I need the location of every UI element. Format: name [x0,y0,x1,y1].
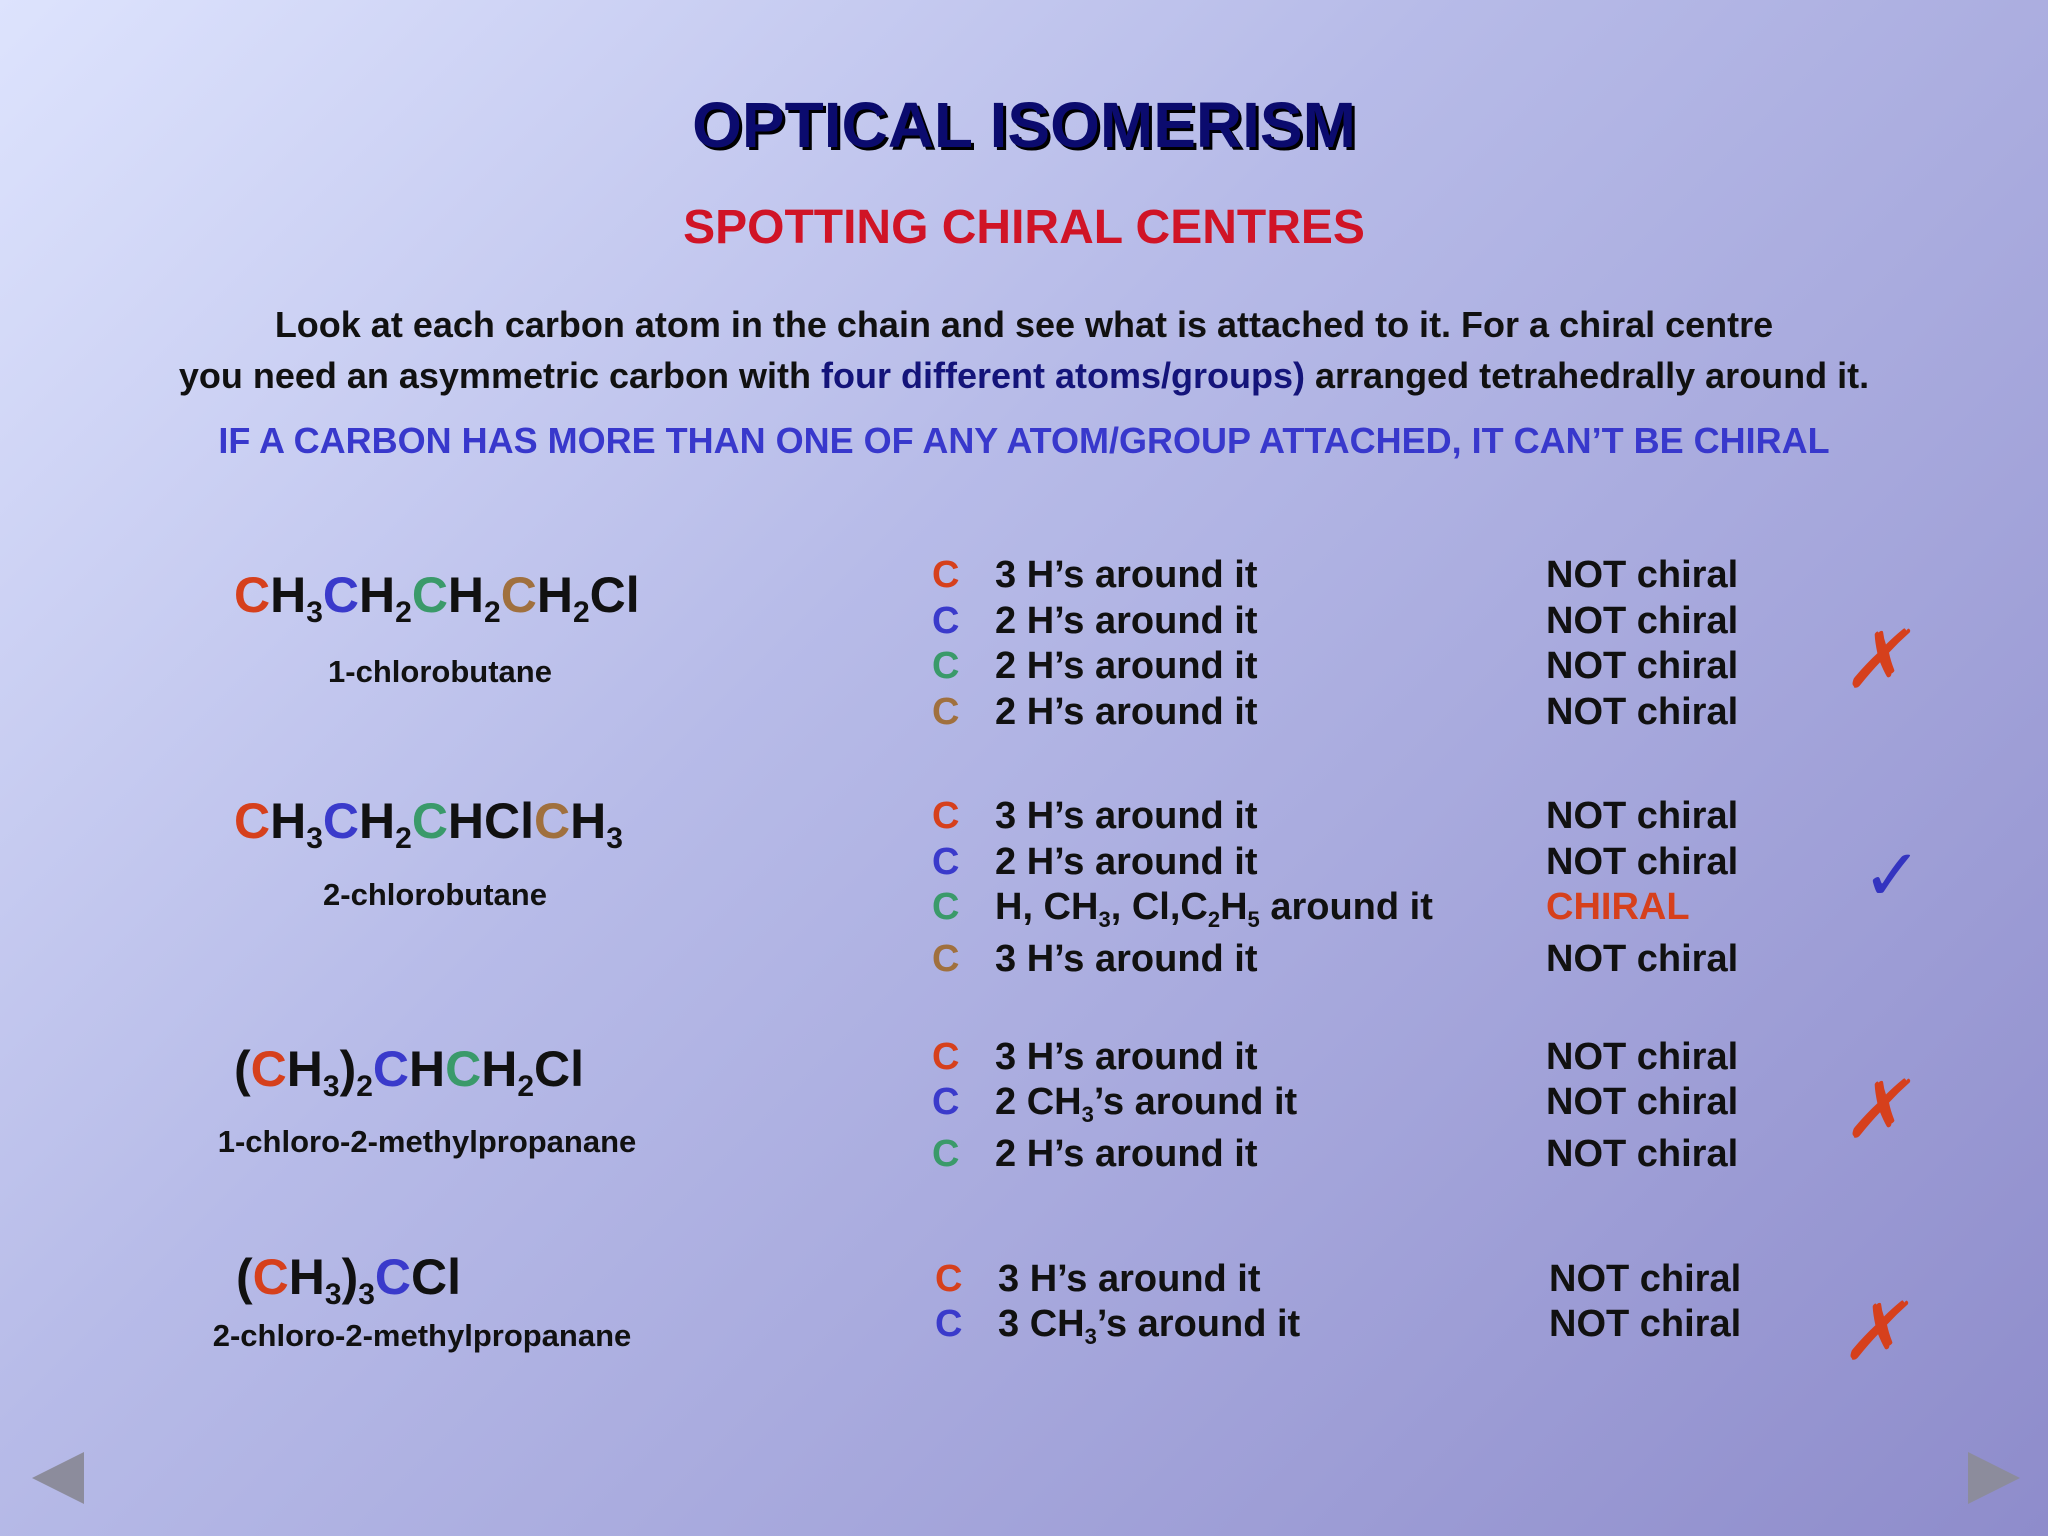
chirality-rule: IF A CARBON HAS MORE THAN ONE OF ANY ATOM/GROUP ATTACHED, IT CAN’T BE CHIRAL [218,420,1830,461]
formula-h: H [359,567,396,623]
formula-carbon-1: C [234,567,271,623]
carbon-label: C [932,645,960,687]
formula-2-chlorobutane [234,792,623,855]
chirality-verdict: NOT chiral [1546,795,1739,837]
formula-carbon-2: C [372,1041,410,1097]
formula-bracket: ) [339,1041,357,1097]
formula-subscript: 2 [572,596,590,629]
formula-carbon-2: C [322,793,360,849]
carbon-environment: 3 H’s around it [995,938,1258,980]
desc-part: around it [1259,886,1433,928]
carbon-environment: 3 H’s around it [995,795,1258,837]
carbon-label: C [932,1133,960,1175]
formula-h: H [409,1041,446,1097]
formula-subscript: 3 [306,596,323,629]
intro-line-2-start: you need an asymmetric carbon with [178,355,822,396]
carbon-label: C [932,600,960,642]
chirality-verdict: NOT chiral [1546,645,1739,687]
formula-subscript: 3 [306,822,323,855]
chirality-verdict: NOT chiral [1546,691,1739,733]
carbon-label: C [935,1303,963,1345]
chirality-verdict: NOT chiral [1546,1133,1739,1175]
formula-carbon-2: C [322,567,360,623]
desc-part: H [1220,886,1248,928]
formula-h: H [359,793,396,849]
carbon-label: C [932,1036,960,1078]
desc-part: , Cl,C [1110,886,1208,928]
carbon-label: C [932,554,960,596]
compound-name: 1-chlorobutane [328,654,552,689]
carbon-environment [995,1081,1298,1127]
formula-h: H [286,1041,323,1097]
carbon-label: C [932,1081,960,1123]
formula-2-chloro-2-methylpropanane [236,1248,462,1311]
formula-carbon-1: C [250,1041,287,1097]
chirality-verdict: NOT chiral [1546,841,1739,883]
formula-carbon-3: C [411,793,448,849]
formula-1-chlorobutane [234,566,640,629]
desc-subscript: 3 [1081,1102,1094,1127]
desc-subscript: 3 [1098,907,1111,932]
formula-bracket: ( [234,1041,251,1097]
intro-line-2 [0,355,2048,397]
formula-carbon-2: C [374,1249,412,1305]
formula-h: H [270,567,307,623]
chirality-verdict: NOT chiral [1549,1258,1742,1300]
carbon-environment: 2 H’s around it [995,691,1258,733]
formula-carbon-3: C [445,1041,482,1097]
carbon-environment: 2 H’s around it [995,1133,1258,1175]
intro-highlight: four different atoms/groups) [821,355,1306,396]
desc-part: H, CH [995,886,1099,928]
formula-h: H [447,567,485,623]
formula-hcl: HCl [447,793,535,849]
formula-carbon-1: C [234,793,271,849]
previous-slide-icon[interactable] [32,1452,84,1504]
desc-subscript: 2 [1207,907,1221,932]
cross-icon: ✗ [1838,1065,1925,1154]
carbon-label: C [935,1258,963,1300]
formula-h: H [536,567,573,623]
cross-icon: ✗ [1836,1287,1923,1376]
formula-cl: Cl [589,567,640,623]
chirality-verdict: NOT chiral [1546,1036,1739,1078]
formula-carbon-4: C [500,567,537,623]
page-title: OPTICAL ISOMERISM [692,89,1356,161]
chirality-verdict: NOT chiral [1546,938,1739,980]
formula-bracket: ( [236,1249,253,1305]
formula-subscript: 2 [484,596,501,629]
formula-subscript: 2 [395,596,412,629]
desc-subscript: 3 [1084,1324,1097,1349]
formula-subscript: 2 [517,1070,535,1103]
chirality-verdict: NOT chiral [1546,554,1739,596]
formula-1-chloro-2-methylpropanane [234,1040,585,1103]
formula-carbon-4: C [534,793,571,849]
intro-line-1: Look at each carbon atom in the chain and see what is attached to it. For a chiral centre [274,304,1774,345]
carbon-environment [998,1303,1301,1349]
formula-subscript: 3 [606,822,623,855]
formula-h: H [288,1249,325,1305]
formula-subscript: 3 [324,1278,342,1311]
compound-name: 2-chloro-2-methylpropanane [212,1318,632,1353]
carbon-environment [995,886,1433,932]
chirality-verdict: NOT chiral [1546,600,1739,642]
check-icon: ✓ [1862,836,1923,916]
formula-cl: Cl [411,1249,462,1305]
carbon-environment: 2 H’s around it [995,600,1258,642]
desc-part: ’s around it [1096,1303,1301,1345]
formula-bracket: ) [341,1249,359,1305]
formula-cl: Cl [534,1041,585,1097]
carbon-label: C [932,886,960,928]
cross-icon: ✗ [1838,615,1925,704]
carbon-environment: 3 H’s around it [995,1036,1258,1078]
formula-carbon-1: C [252,1249,289,1305]
desc-subscript: 5 [1247,907,1260,932]
intro-line-2-end: arranged tetrahedrally around it. [1305,355,1870,396]
formula-subscript: 3 [358,1278,375,1311]
chirality-verdict: NOT chiral [1549,1303,1742,1345]
carbon-environment: 2 H’s around it [995,841,1258,883]
desc-part: ’s around it [1093,1081,1298,1123]
formula-h: H [481,1041,518,1097]
carbon-environment: 3 H’s around it [998,1258,1261,1300]
carbon-label: C [932,795,960,837]
formula-h: H [570,793,607,849]
carbon-label: C [932,938,960,980]
carbon-label: C [932,691,960,733]
formula-subscript: 2 [395,822,412,855]
next-slide-icon[interactable] [1968,1452,2020,1504]
page-subtitle: SPOTTING CHIRAL CENTRES [683,201,1365,254]
desc-part: 3 CH [998,1303,1085,1345]
carbon-environment: 3 H’s around it [995,554,1258,596]
formula-h: H [270,793,307,849]
desc-part: 2 CH [995,1081,1082,1123]
compound-name: 2-chlorobutane [323,877,547,912]
carbon-environment: 2 H’s around it [995,645,1258,687]
formula-carbon-3: C [411,567,448,623]
carbon-label: C [932,841,960,883]
formula-subscript: 2 [356,1070,373,1103]
compound-name: 1-chloro-2-methylpropanane [217,1124,637,1159]
chirality-verdict: CHIRAL [1546,886,1690,928]
formula-subscript: 3 [322,1070,340,1103]
chirality-verdict: NOT chiral [1546,1081,1739,1123]
